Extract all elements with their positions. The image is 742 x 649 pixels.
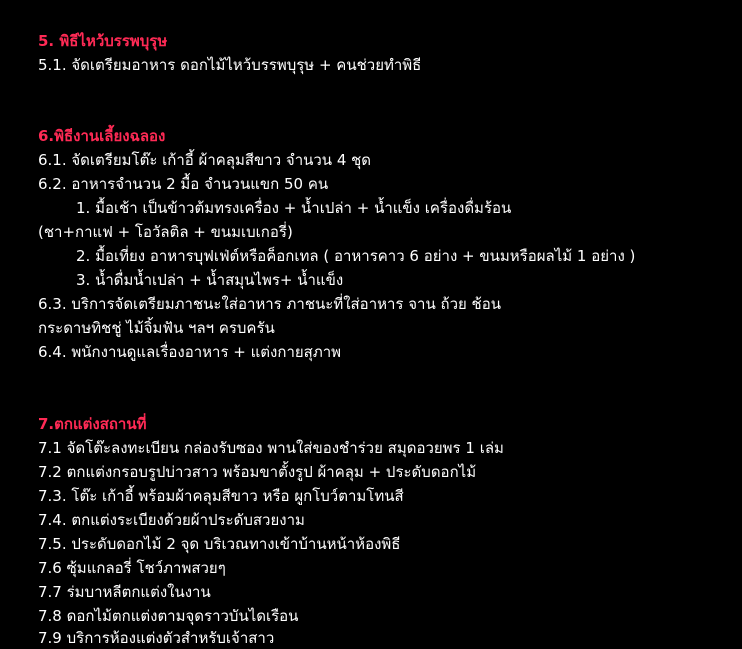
item-5-1: 5.1. จัดเตรียมอาหาร ดอกไม้ไหว้บรรพบุรุษ + คนช่วยทำพิธี <box>38 56 422 74</box>
item-6-3-continued: กระดาษทิชชู่ ไม้จิ้มฟัน ฯลฯ ครบครัน <box>38 319 275 337</box>
item-6-2-1: 1. มื้อเช้า เป็นข้าวต้มทรงเครื่อง + น้ำเปล่า + น้ำแข็ง เครื่องดื่มร้อน <box>76 199 512 217</box>
item-7-9: 7.9 บริการห้องแต่งตัวสำหรับเจ้าสาว <box>38 629 275 647</box>
item-6-2: 6.2. อาหารจำนวน 2 มื้อ จำนวนแขก 50 คน <box>38 175 329 193</box>
section-5-heading: 5. พิธีไหว้บรรพบุรุษ <box>38 32 168 50</box>
item-6-1: 6.1. จัดเตรียมโต๊ะ เก้าอี้ ผ้าคลุมสีขาว จำนวน 4 ชุด <box>38 151 372 169</box>
item-7-7: 7.7 ร่มบาหลีตกแต่งในงาน <box>38 583 211 601</box>
item-7-3: 7.3. โต๊ะ เก้าอี้ พร้อมผ้าคลุมสีขาว หรือ ผูกโบว์ตามโทนสี <box>38 487 404 505</box>
item-7-1: 7.1 จัดโต๊ะลงทะเบียน กล่องรับซอง พานใส่ของชำร่วย สมุดอวยพร 1 เล่ม <box>38 439 504 457</box>
section-6-heading: 6.พิธีงานเลี้ยงฉลอง <box>38 127 166 145</box>
item-7-4: 7.4. ตกแต่งระเบียงด้วยผ้าประดับสวยงาม <box>38 511 305 529</box>
item-6-2-1-continued: (ชา+กาแฟ + โอวัลติล + ขนมเบเกอรี่) <box>38 223 293 241</box>
item-6-4: 6.4. พนักงานดูแลเรื่องอาหาร + แต่งกายสุภาพ <box>38 343 342 361</box>
item-6-3: 6.3. บริการจัดเตรียมภาชนะใส่อาหาร ภาชนะที่ใส่อาหาร จาน ถ้วย ช้อน <box>38 295 501 313</box>
item-7-6: 7.6 ซุ้มแกลอรี่ โชว์ภาพสวยๆ <box>38 559 226 577</box>
item-6-2-3: 3. น้ำดื่มน้ำเปล่า + น้ำสมุนไพร+ น้ำแข็ง <box>76 271 344 289</box>
item-6-2-2: 2. มื้อเที่ยง อาหารบุฟเฟ่ต์หรือค็อกเทล ( อาหารคาว 6 อย่าง + ขนมหรือผลไม้ 1 อย่าง ) <box>76 247 636 265</box>
item-7-5: 7.5. ประดับดอกไม้ 2 จุด บริเวณทางเข้าบ้านหน้าห้องพิธี <box>38 535 401 553</box>
section-7-heading: 7.ตกแต่งสถานที่ <box>38 415 147 433</box>
item-7-2: 7.2 ตกแต่งกรอบรูปบ่าวสาว พร้อมขาตั้งรูป ผ้าคลุม + ประดับดอกไม้ <box>38 463 477 481</box>
item-7-8: 7.8 ดอกไม้ตกแต่งตามจุดราวบันไดเรือน <box>38 607 299 625</box>
